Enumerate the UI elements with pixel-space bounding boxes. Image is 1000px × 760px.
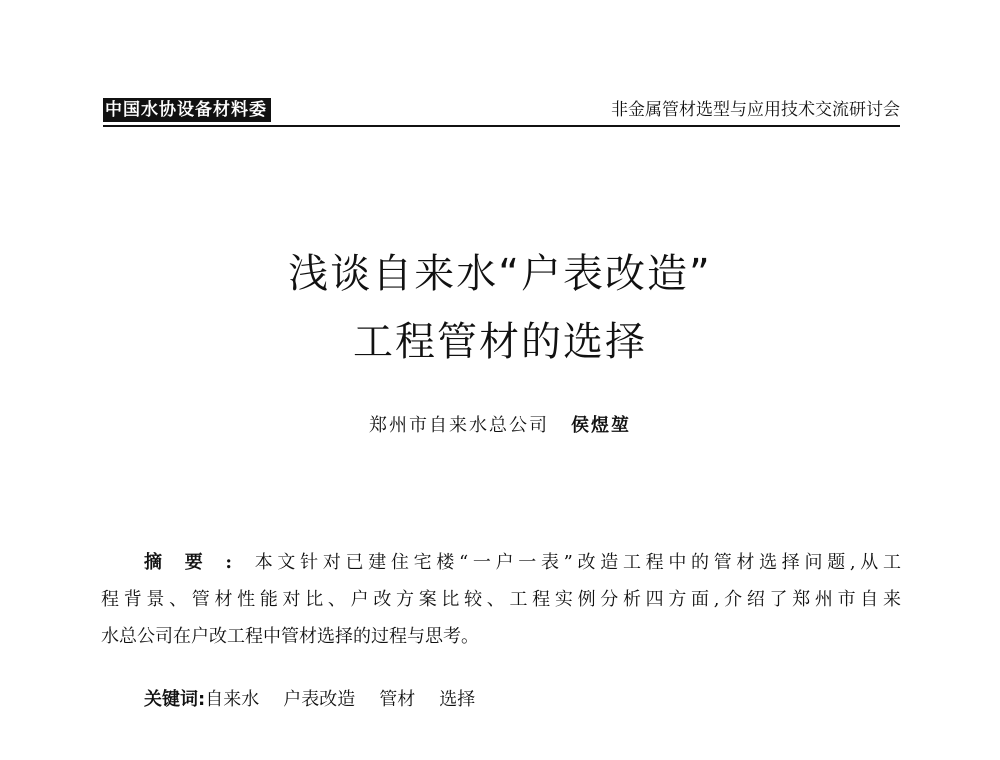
keyword: 自来水 — [205, 689, 260, 710]
author-affiliation: 郑州市自来水总公司 — [369, 415, 549, 436]
committee-banner: 中国水协设备材料委 — [103, 98, 271, 122]
keyword: 户表改造 — [283, 689, 356, 710]
abstract-line — [101, 544, 901, 581]
author-name: 侯煜堃 — [571, 415, 631, 436]
paper-title-line-1: 浅谈自来水“户表改造” — [288, 251, 712, 297]
abstract-text: 水总公司在户改工程中管材选择的过程与思考。 — [101, 626, 479, 647]
paper-title-line-2: 工程管材的选择 — [353, 319, 647, 365]
keyword: 管材 — [379, 689, 416, 710]
keywords — [144, 688, 475, 712]
abstract-line — [101, 618, 901, 655]
conference-title: 非金属管材选型与应用技术交流研讨会 — [611, 100, 900, 120]
keyword: 选择 — [439, 689, 476, 710]
byline — [0, 411, 1000, 437]
header-rule — [103, 125, 900, 127]
keywords-label: 关键词: — [144, 689, 206, 710]
abstract-line — [101, 581, 901, 618]
abstract-label: 摘要: — [144, 552, 251, 573]
conference-header — [103, 98, 900, 128]
abstract-text: 本文针对已建住宅楼“一户一表”改造工程中的管材选择问题,从工 — [250, 552, 901, 573]
abstract-text: 程背景、管材性能对比、户改方案比较、工程实例分析四方面,介绍了郑州市自来 — [101, 589, 901, 610]
abstract — [101, 544, 901, 655]
